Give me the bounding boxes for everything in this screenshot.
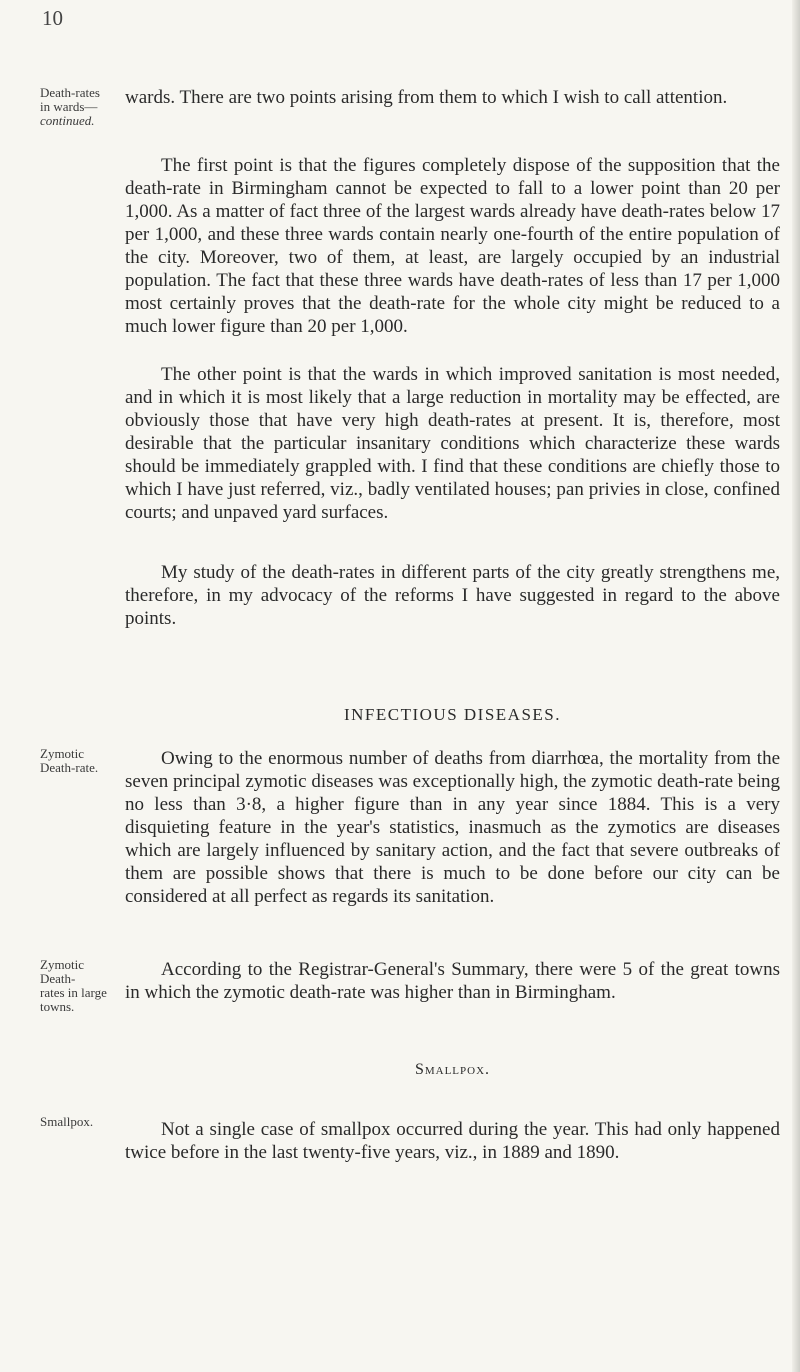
- margin-note-line: in wards—: [40, 99, 98, 114]
- page-number: 10: [42, 6, 63, 30]
- margin-note-line: continued.: [40, 113, 95, 128]
- margin-note-smallpox: Smallpox.: [40, 1114, 94, 1129]
- paragraph-zymotic: Owing to the enormous number of deaths from diarrhœa, the mortality from the seven principal zymotic diseases was exceptionally high, the zymotic death-rate being no less than 3·8, a higher figure than in any year since 1884. This is a very disquieting feature in the year's statistics, inasmuch as the zymotics are diseases which are largely influenced by sanitary action, and the fact that severe outbreaks of them are possible shows that there is much to be done before our city can be considered at all perfect as regards its sanitation.: [125, 748, 780, 907]
- margin-note-line: towns.: [40, 999, 75, 1014]
- paragraph-registrar: According to the Registrar-General's Summary, there were 5 of the great towns in which the zymotic death-rate was higher than in Birmingham.: [125, 959, 780, 1003]
- margin-note-line: Zymotic: [40, 746, 85, 761]
- margin-note-line: Death-rate.: [40, 760, 99, 775]
- margin-note-death-rates: [40, 86, 112, 128]
- paragraph-continued: wards. There are two points arising from them to which I wish to call attention.: [125, 87, 728, 108]
- margin-note-zymotic-rate: [40, 747, 112, 775]
- margin-note-line: Death-rates: [40, 85, 100, 100]
- paragraph-study: My study of the death-rates in different parts of the city greatly strengthens me, therefore, in my advocacy of the reforms I have suggested in regard to the above points.: [125, 562, 780, 629]
- margin-note-line: Zymotic Death-: [40, 957, 85, 986]
- paragraph-smallpox: Not a single case of smallpox occurred during the year. This had only happened twice before in the last twenty-five years, viz., in 1889 and 1890.: [125, 1119, 780, 1163]
- paragraph-other-point: The other point is that the wards in which improved sanitation is most needed, and in which it is most likely that a large reduction in mortality may be effected, are obviously those that have very high death-rates at present. It is, therefore, most desirable that the particular insanitary conditions which characterize these wards should be immediately grappled with. I find that these conditions are chiefly those to which I have just referred, viz., badly ventilated houses; pan privies in close, confined courts; and unpaved yard surfaces.: [125, 364, 780, 523]
- margin-note-zymotic-large-towns: [40, 958, 112, 1014]
- subheading-smallpox: Smallpox.: [414, 1061, 491, 1078]
- paragraph-first-point: The first point is that the figures completely dispose of the supposition that the death-rate in Birmingham cannot be expected to fall to a lower point than 20 per 1,000. As a matter of fact three of the largest wards already have death-rates below 17 per 1,000, and these three wards contain nearly one-fourth of the entire population of the city. Moreover, two of them, at least, are largely occupied by an industrial population. The fact that these three wards have death-rates of less than 17 per 1,000 most certainly proves that the death-rate for the whole city might be reduced to a much lower figure than 20 per 1,000.: [125, 155, 780, 337]
- page-edge-shadow: [792, 0, 800, 1372]
- section-heading-infectious-diseases: INFECTIOUS DISEASES.: [343, 705, 562, 724]
- margin-note-line: rates in large: [40, 985, 107, 1000]
